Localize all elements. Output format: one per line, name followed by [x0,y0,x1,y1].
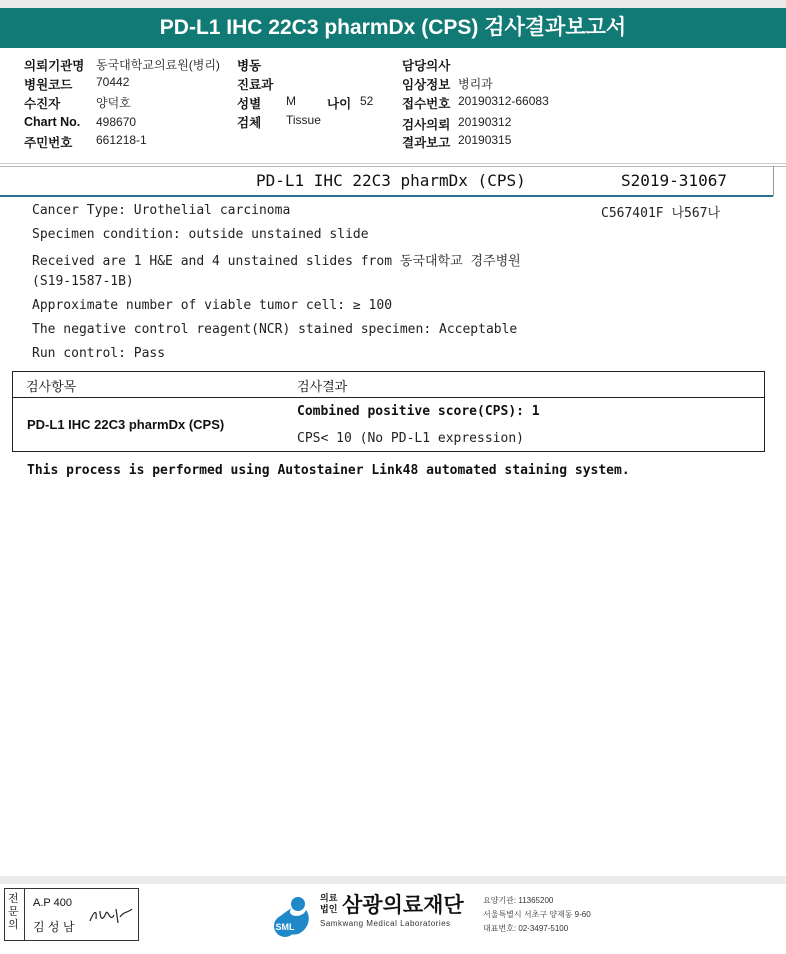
col-header-result: 검사결과 [297,379,348,394]
request-date-value: 20190312 [458,115,512,129]
receipt-no-value: 20190312-66083 [458,94,549,108]
chart-no-value: 498670 [96,115,137,129]
report-title: PD-L1 IHC 22C3 pharmDx (CPS) 검사결과보고서 [0,8,786,48]
institution-label: 의뢰기관명 [24,59,85,73]
doctor-label: 담당의사 [402,59,451,73]
age-value: 52 [360,94,374,108]
desc-line: Run control: Pass [32,346,166,361]
sml-logo-text: SML [275,922,295,932]
header-separator-2 [0,166,786,167]
result-item-name: PD-L1 IHC 22C3 pharmDx (CPS) [27,417,225,432]
col-header-item: 검사항목 [26,379,77,394]
header-separator [0,163,786,164]
results-table-divider [12,397,765,398]
footer-gray-strip [0,876,786,884]
patient-name-value: 양덕호 [96,96,131,110]
foundation-prefix: 의료법인 [320,893,338,914]
test-title-underline [0,195,773,197]
sex-value: M [286,94,296,108]
chart-no-label: Chart No. [24,115,81,129]
sml-logo-icon [268,890,320,942]
request-date-label: 검사의뢰 [402,118,451,132]
patient-name-label: 수진자 [24,97,61,111]
phone-number: 대표번호: 02-3497-5100 [483,924,569,933]
desc-line: Received are 1 H&E and 4 unstained slides from 동국대학교 경주병원 [32,254,521,269]
desc-line: (S19-1587-1B) [32,274,134,289]
test-name: PD-L1 IHC 22C3 pharmDx (CPS) [256,171,526,190]
ward-label: 병동 [237,59,262,73]
block-number: C567401F 나567나 [601,206,721,221]
id-no-label: 주민번호 [24,136,73,150]
clinical-info-label: 임상정보 [402,78,451,92]
signature-box-divider [24,888,25,941]
physician-name: 김 성 남 [33,920,75,934]
specimen-value: Tissue [286,113,321,127]
physician-signature [88,905,136,927]
desc-line: Approximate number of viable tumor cell: ≥ 100 [32,298,393,313]
desc-line: The negative control reagent(NCR) stained specimen: Acceptable [32,322,518,337]
result-score: Combined positive score(CPS): 1 [297,404,540,419]
sex-label: 성별 [237,97,262,111]
clinical-info-value: 병리과 [458,77,493,91]
hospital-code-value: 70442 [96,75,130,89]
right-edge-line [773,166,774,196]
top-gray-strip [0,0,786,8]
department-label: 진료과 [237,78,274,92]
result-interpretation: CPS< 10 (No PD-L1 expression) [297,431,524,446]
institution-value: 동국대학교의료원(병리) [96,58,220,72]
report-date-label: 결과보고 [402,136,451,150]
process-note: This process is performed using Autostainer Link48 automated staining system. [27,463,630,478]
address: 서울특별시 서초구 양재동 9-60 [483,910,591,919]
desc-line: Cancer Type: Urothelial carcinoma [32,203,291,218]
hospital-code-label: 병원코드 [24,78,73,92]
id-no-value: 661218-1 [96,133,147,147]
desc-line: Specimen condition: outside unstained slide [32,227,369,242]
age-label: 나이 [327,97,352,111]
report-date-value: 20190315 [458,133,512,147]
receipt-no-label: 접수번호 [402,97,451,111]
foundation-english-name: Samkwang Medical Laboratories [320,919,451,928]
foundation-name: 삼광의료재단 [342,894,464,917]
license-number: A.P 400 [33,897,72,909]
specimen-label: 검체 [237,116,262,130]
care-institution-number: 요양기관: 11365200 [483,896,554,905]
specialist-label: 전문의 [8,893,19,931]
case-number: S2019-31067 [621,171,727,190]
